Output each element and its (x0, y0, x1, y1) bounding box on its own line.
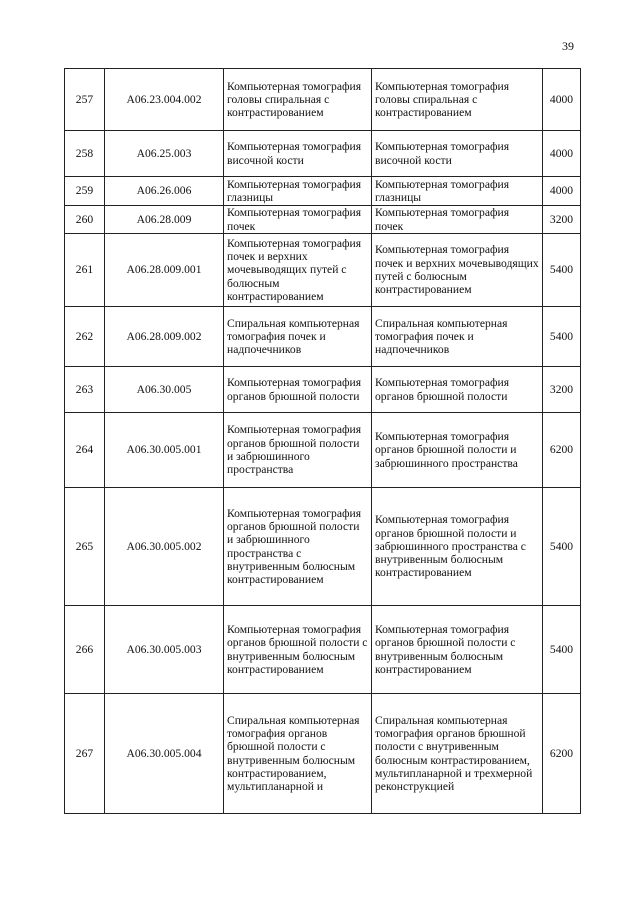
service-name: Компьютерная томография глазницы (224, 177, 372, 206)
table-row (65, 131, 581, 177)
row-number: 265 (65, 488, 105, 606)
service-name: Компьютерная томография головы спиральная с контрастированием (224, 69, 372, 131)
service-description: Компьютерная томография глазницы (372, 177, 543, 206)
service-code: A06.30.005.001 (105, 413, 224, 488)
service-code: A06.30.005 (105, 367, 224, 413)
service-name: Компьютерная томография органов брюшной полости и забрюшинного пространства (224, 413, 372, 488)
service-description: Компьютерная томография головы спиральная с контрастированием (372, 69, 543, 131)
row-number: 261 (65, 234, 105, 307)
row-number: 260 (65, 206, 105, 234)
service-description: Компьютерная томография органов брюшной полости (372, 367, 543, 413)
service-code: A06.28.009.001 (105, 234, 224, 307)
service-code: A06.23.004.002 (105, 69, 224, 131)
row-number: 264 (65, 413, 105, 488)
service-name: Компьютерная томография височной кости (224, 131, 372, 177)
service-description: Компьютерная томография органов брюшной полости и забрюшинного пространства (372, 413, 543, 488)
service-name: Компьютерная томография органов брюшной полости и забрюшинного пространства с внутривенным болюсным контрастированием (224, 488, 372, 606)
service-code: A06.30.005.004 (105, 694, 224, 814)
service-code: A06.26.006 (105, 177, 224, 206)
service-description: Спиральная компьютерная томография органов брюшной полости с внутривенным болюсным контрастированием, мультипланарной и трехмерной реконструкцией (372, 694, 543, 814)
service-code: A06.30.005.003 (105, 606, 224, 694)
table-row (65, 234, 581, 307)
table-row (65, 367, 581, 413)
row-number: 263 (65, 367, 105, 413)
service-description: Компьютерная томография органов брюшной полости с внутривенным болюсным контрастированием (372, 606, 543, 694)
row-number: 257 (65, 69, 105, 131)
table-row (65, 606, 581, 694)
page-number: 39 (562, 39, 574, 53)
price-table (64, 68, 581, 814)
service-name: Спиральная компьютерная томография органов брюшной полости с внутривенным болюсным контрастированием, мультипланарной и (224, 694, 372, 814)
service-price: 3200 (543, 367, 581, 413)
service-price: 5400 (543, 307, 581, 367)
service-description: Спиральная компьютерная томография почек и надпочечников (372, 307, 543, 367)
service-code: A06.25.003 (105, 131, 224, 177)
table-row (65, 177, 581, 206)
service-price: 5400 (543, 488, 581, 606)
row-number: 267 (65, 694, 105, 814)
service-description: Компьютерная томография почек и верхних мочевыводящих путей с болюсным контрастированием (372, 234, 543, 307)
row-number: 266 (65, 606, 105, 694)
service-price: 5400 (543, 606, 581, 694)
service-price: 6200 (543, 694, 581, 814)
service-name: Компьютерная томография органов брюшной полости (224, 367, 372, 413)
service-code: A06.28.009.002 (105, 307, 224, 367)
table-row (65, 694, 581, 814)
service-name: Компьютерная томография органов брюшной полости с внутривенным болюсным контрастированием (224, 606, 372, 694)
row-number: 258 (65, 131, 105, 177)
row-number: 262 (65, 307, 105, 367)
service-price: 6200 (543, 413, 581, 488)
table-row (65, 69, 581, 131)
service-name: Компьютерная томография почек и верхних мочевыводящих путей с болюсным контрастированием (224, 234, 372, 307)
service-description: Компьютерная томография почек (372, 206, 543, 234)
table-row (65, 413, 581, 488)
service-name: Спиральная компьютерная томография почек и надпочечников (224, 307, 372, 367)
table-row (65, 488, 581, 606)
service-price: 5400 (543, 234, 581, 307)
service-price: 4000 (543, 69, 581, 131)
service-code: A06.30.005.002 (105, 488, 224, 606)
service-price: 4000 (543, 177, 581, 206)
service-description: Компьютерная томография височной кости (372, 131, 543, 177)
service-price: 3200 (543, 206, 581, 234)
service-code: A06.28.009 (105, 206, 224, 234)
table-row (65, 206, 581, 234)
table-row (65, 307, 581, 367)
service-description: Компьютерная томография органов брюшной полости и забрюшинного пространства с внутривенным болюсным контрастированием (372, 488, 543, 606)
service-name: Компьютерная томография почек (224, 206, 372, 234)
service-price: 4000 (543, 131, 581, 177)
row-number: 259 (65, 177, 105, 206)
